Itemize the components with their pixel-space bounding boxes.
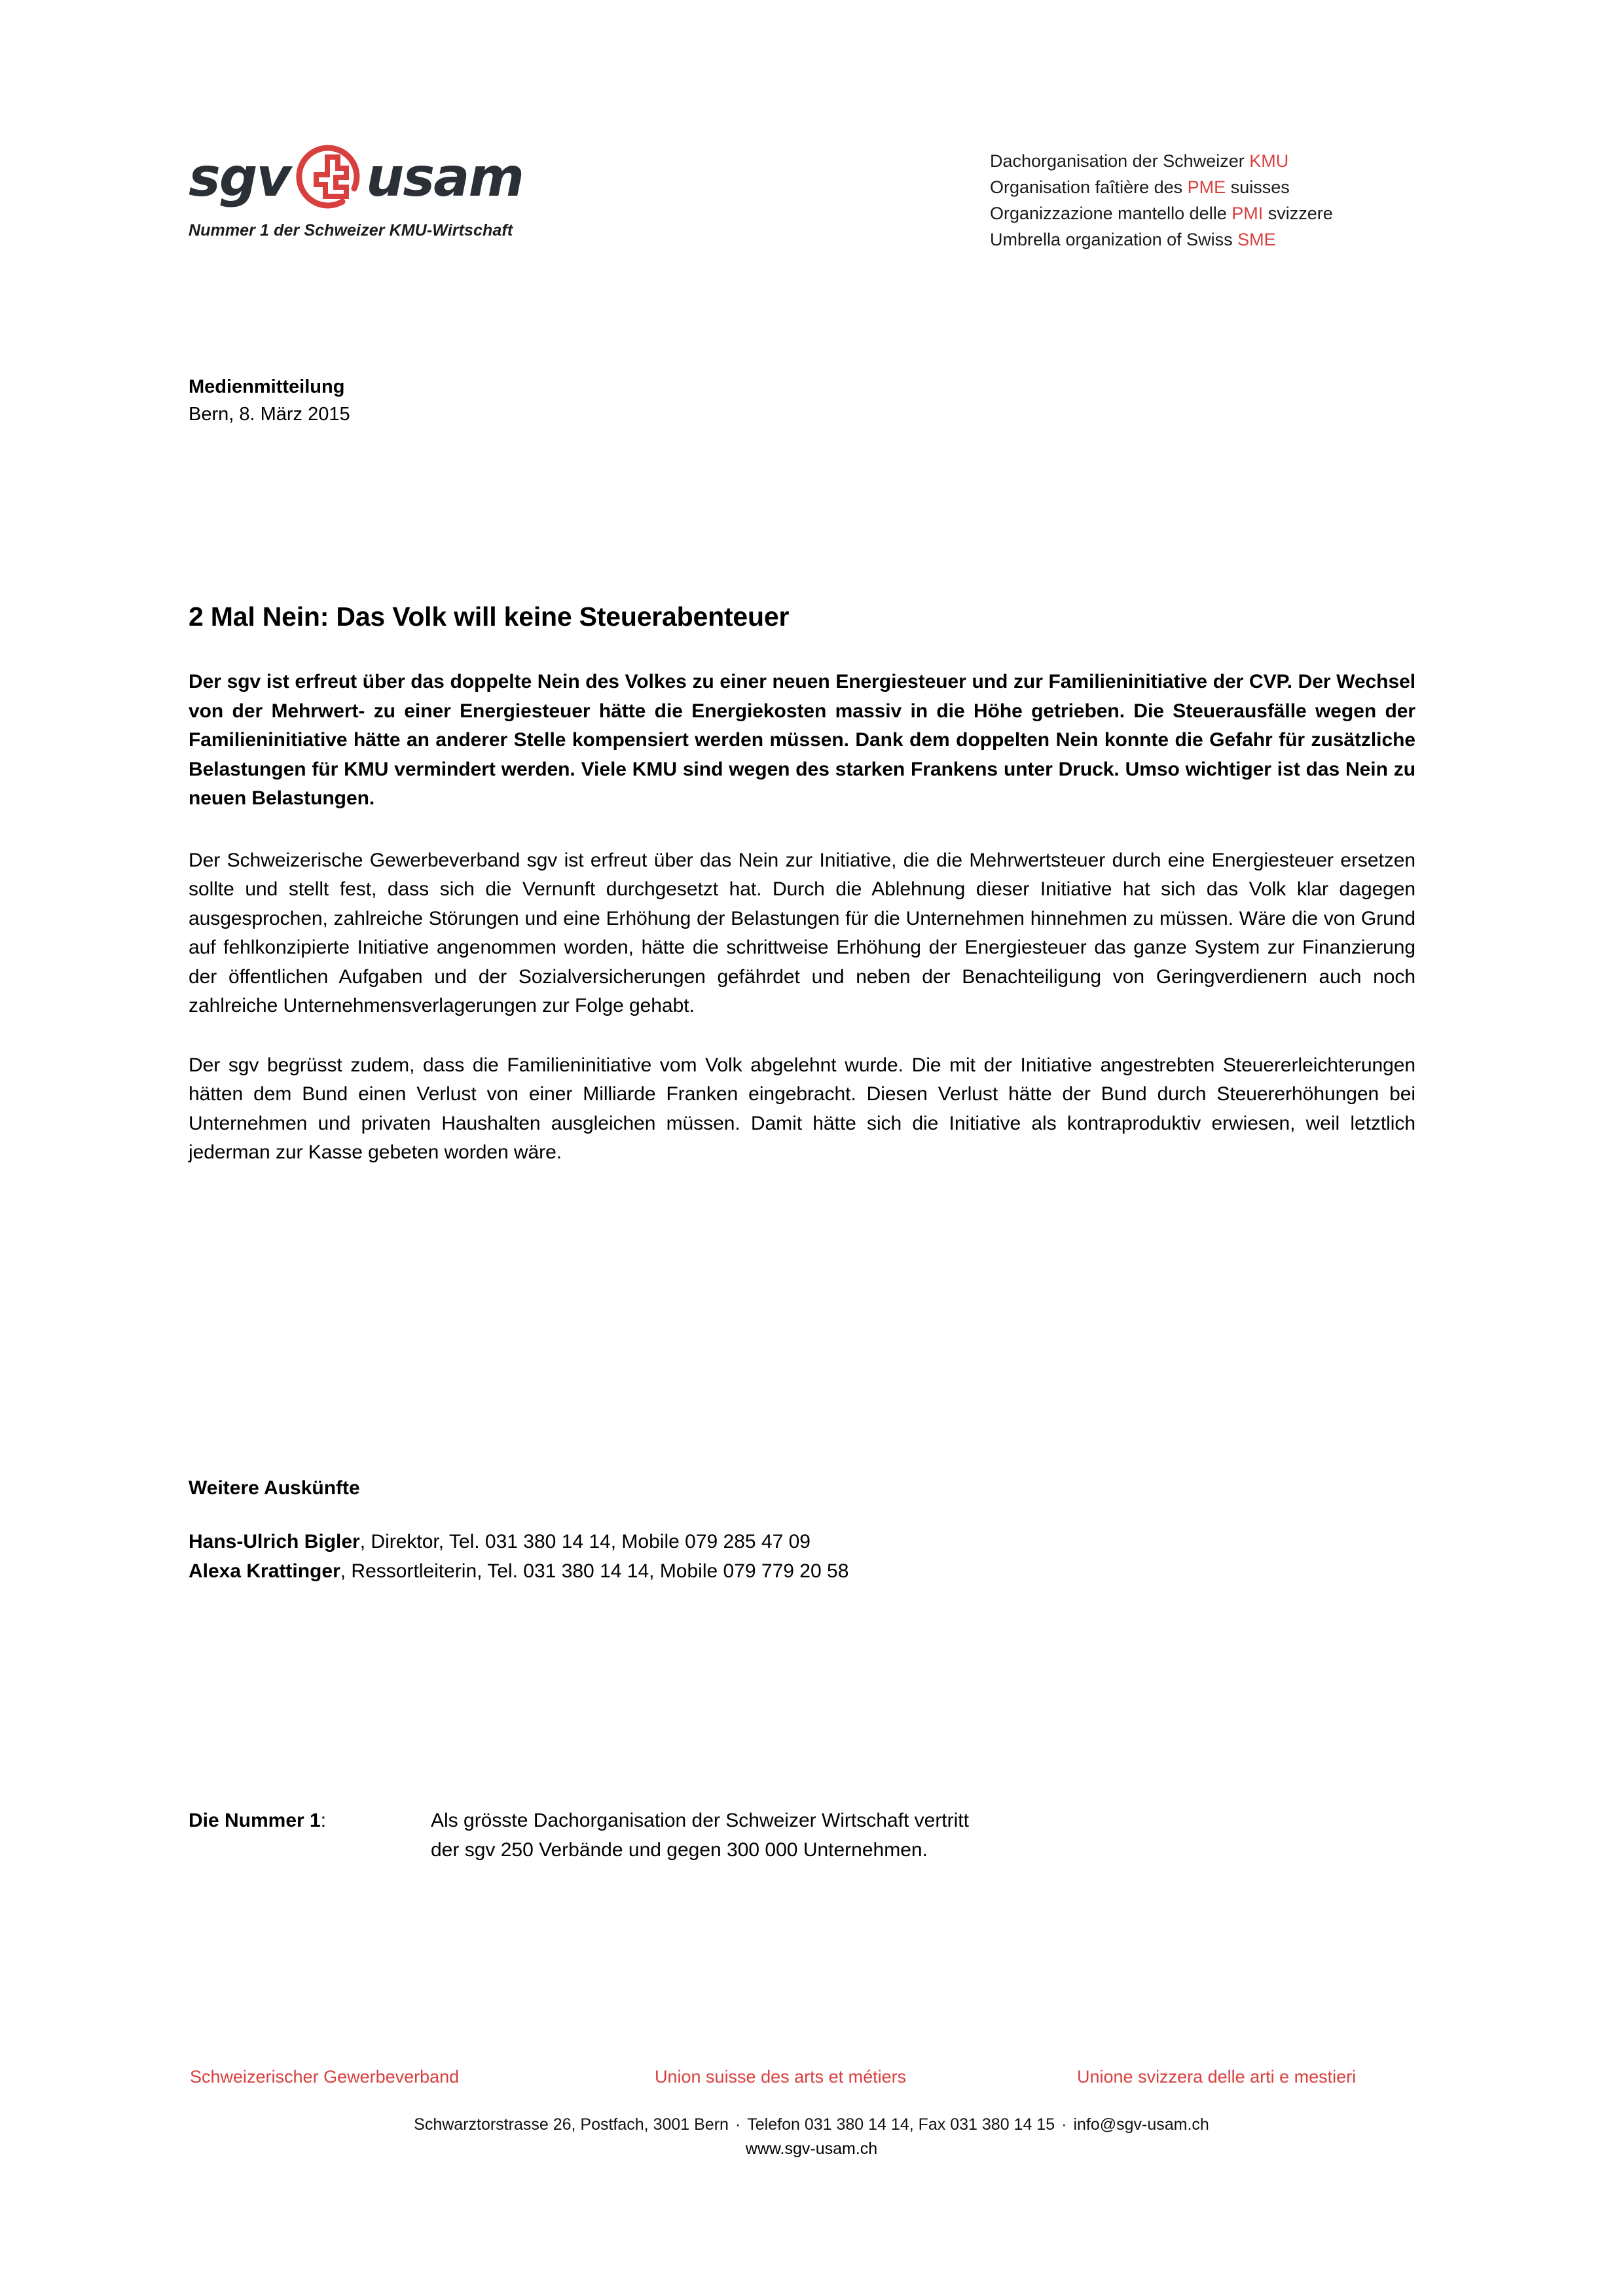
logo-tagline: Nummer 1 der Schweizer KMU-Wirtschaft xyxy=(189,221,513,240)
logo-wordmark xyxy=(189,139,594,217)
footer-name-fr: Union suisse des arts et métiers xyxy=(655,2067,907,2087)
acronym-sme: SME xyxy=(1237,230,1276,249)
header-language-line-fr: Organisation faîtière des PME suisses xyxy=(990,177,1290,197)
header-language-line-de: Dachorganisation der Schweizer KMU xyxy=(990,151,1289,171)
place-and-date: Bern, 8. März 2015 xyxy=(189,404,350,425)
footer-organization-names xyxy=(0,2067,1623,2100)
body-paragraph-1: Der Schweizerische Gewerbeverband sgv ist erfreut über das Nein zur Initiative, die die Mehrwertsteuer durch eine Energiesteuer ersetzen sollte und stellt fest, dass sich die Vernunft durchgesetzt hat. Durch die Ablehnung dieser Initiative hat sich das Volk klar dagegen ausgesprochen, zahlreiche Störungen und eine Erhöhung der Belastungen für die Unternehmen hinnehmen zu müssen. Wäre die von Grund auf fehlkonzipierte Initiative angenommen worden, hätte die schrittweise Erhöhung der Energiesteuer das ganze System zur Finanzierung der öffentlichen Aufgaben und der Sozialversicherungen gefährdet und neben der Benachteiligung von Geringverdienern auch noch zahlreiche Unternehmensverlagerungen zur Folge gehabt. xyxy=(189,849,1415,1016)
number-one-block xyxy=(189,1806,1415,1865)
footer-name-de: Schweizerischer Gewerbeverband xyxy=(190,2067,460,2087)
footer-separator-1: · xyxy=(735,2115,741,2134)
number-one-label: Die Nummer 1: xyxy=(189,1810,327,1831)
contact-details: , Direktor, Tel. 031 380 14 14, Mobile 079 285 47 09 xyxy=(359,1531,811,1552)
contacts-heading: Weitere Auskünfte xyxy=(189,1477,360,1499)
page-title: 2 Mal Nein: Das Volk will keine Steuerabenteuer xyxy=(189,601,790,632)
page-header xyxy=(0,139,1623,270)
footer-website[interactable]: www.sgv-usam.ch xyxy=(745,2140,878,2158)
header-language-line-en: Umbrella organization of Swiss SME xyxy=(990,230,1276,249)
footer-phone: Telefon 031 380 14 14, Fax 031 380 14 15 xyxy=(747,2115,1055,2134)
document-body xyxy=(189,600,1415,1168)
number-one-text-line-1: Als grösste Dachorganisation der Schweizer Wirtschaft vertritt xyxy=(431,1810,969,1831)
number-one-text-line-2: der sgv 250 Verbände und gegen 300 000 Unternehmen. xyxy=(431,1839,928,1861)
header-language-lines xyxy=(990,148,1333,253)
contact-name: Alexa Krattinger xyxy=(189,1560,340,1582)
sgv-usam-emblem-icon xyxy=(291,141,365,215)
logo-text-usam: usam xyxy=(365,147,523,209)
contact-details: , Ressortleiterin, Tel. 031 380 14 14, Mobile 079 779 20 58 xyxy=(340,1560,849,1582)
contacts-section xyxy=(189,1474,1415,1586)
document-type-label: Medienmitteilung xyxy=(189,376,345,397)
number-one-text xyxy=(431,1806,969,1865)
lead-paragraph: Der sgv ist erfreut über das doppelte Nein des Volkes zu einer neuen Energiesteuer und zur Familieninitiative der CVP. Der Wechsel von der Mehrwert- zu einer Energiesteuer hätte die Energiekosten massiv in die Höhe getrieben. Die Steuerausfälle wegen der Familieninitiative hätte an anderer Stelle kompensiert werden müssen. Dank dem doppelten Nein konnte die Gefahr für zusätzliche Belastungen für KMU vermindert werden. Viele KMU sind wegen des starken Frankens unter Druck. Umso wichtiger ist das Nein zu neuen Belastungen. xyxy=(189,671,1415,809)
document-meta xyxy=(189,373,350,428)
acronym-pme: PME xyxy=(1187,177,1226,197)
footer-address: Schwarztorstrasse 26, Postfach, 3001 Bern xyxy=(414,2115,729,2134)
footer-contact-line xyxy=(0,2113,1623,2137)
acronym-pmi: PMI xyxy=(1231,204,1264,223)
footer-email[interactable]: info@sgv-usam.ch xyxy=(1073,2115,1209,2134)
contact-name: Hans-Ulrich Bigler xyxy=(189,1531,360,1552)
body-paragraph-2: Der sgv begrüsst zudem, dass die Familieninitiative vom Volk abgelehnt wurde. Die mit der Initiative angestrebten Steuererleichterungen hätten dem Bund einen Verlust von einer Milliarde Franken eingebracht. Diesen Verlust hätte der Bund durch Steuererhöhungen bei Unternehmen und privaten Haushalten ausgleichen müssen. Damit hätte sich die Initiative als kontraproduktiv erwiesen, weil letztlich jederman zur Kasse gebeten worden wäre. xyxy=(189,1054,1415,1163)
footer-name-it: Unione svizzera delle arti e mestieri xyxy=(1077,2067,1357,2087)
contact-row xyxy=(189,1557,1415,1587)
organization-logo xyxy=(189,139,594,240)
acronym-kmu: KMU xyxy=(1249,151,1289,171)
logo-text-sgv: sgv xyxy=(189,147,290,209)
page-footer xyxy=(0,2067,1623,2161)
footer-separator-2: · xyxy=(1061,2115,1067,2134)
header-language-line-it: Organizzazione mantello delle PMI svizzere xyxy=(990,204,1333,223)
contact-row xyxy=(189,1528,1415,1557)
